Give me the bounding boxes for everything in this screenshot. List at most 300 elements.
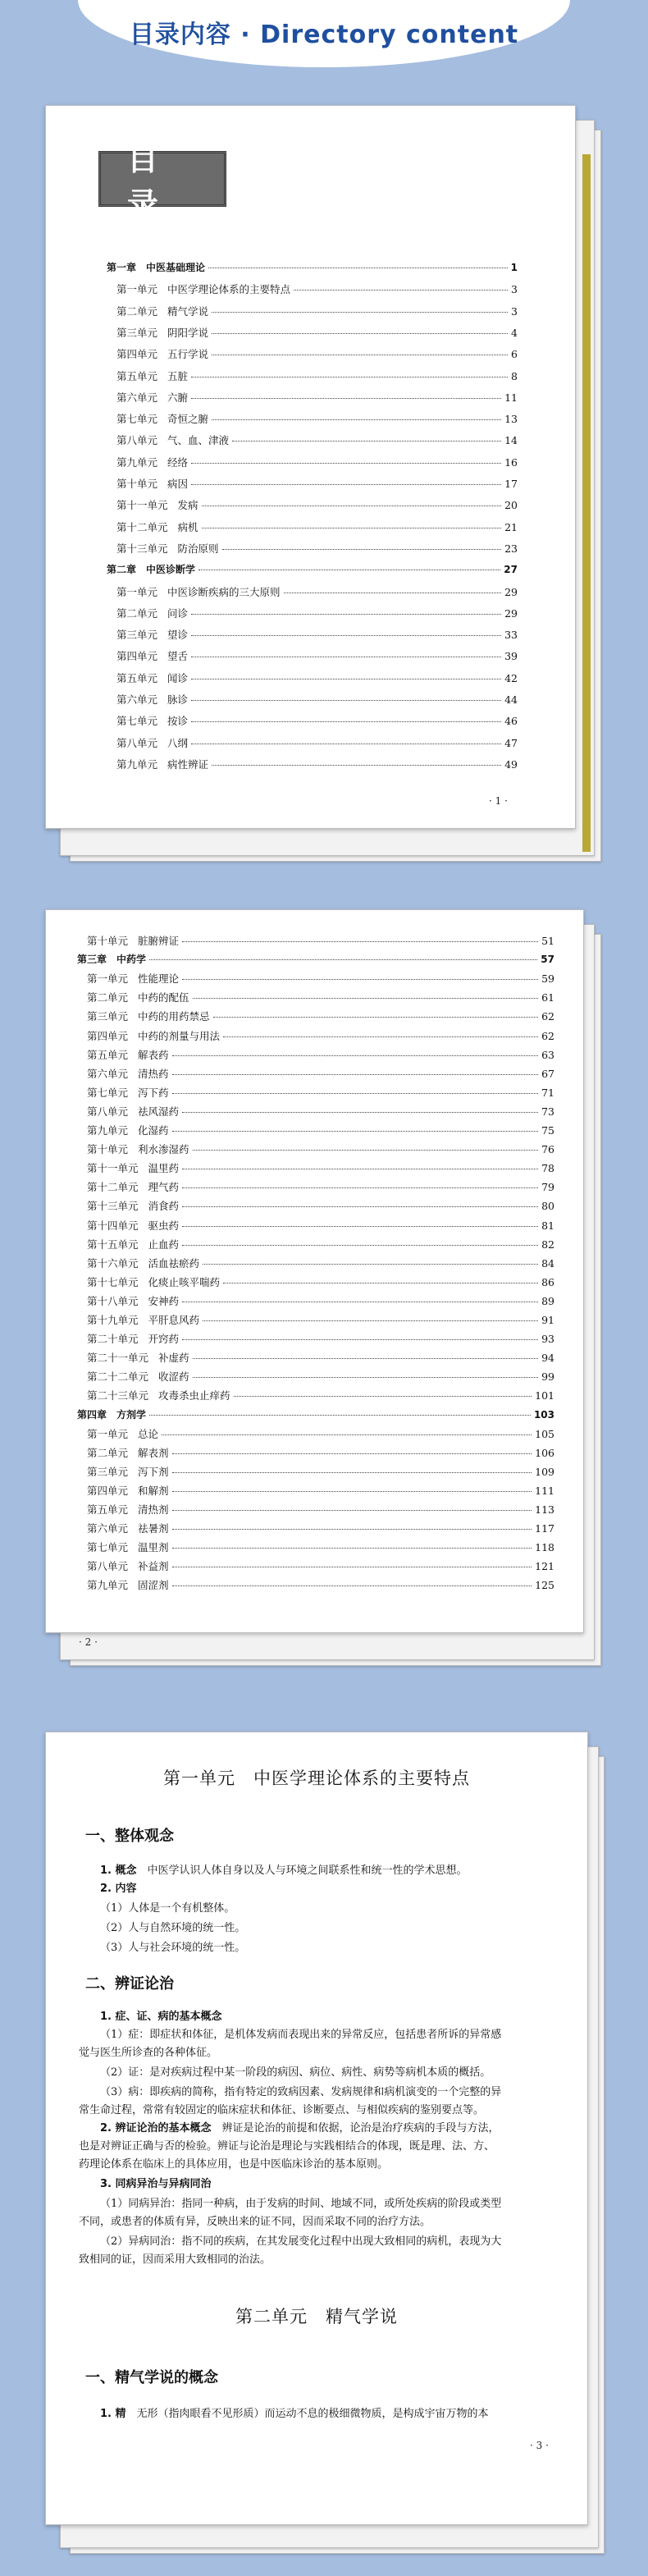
toc-entry-page: 57 [541, 954, 554, 966]
dot-leader [182, 1187, 538, 1188]
toc-entry-page: 17 [504, 478, 518, 490]
paragraph-line: （2）证：是对疾病过程中某一阶段的病因、病位、病性、病势等病机本质的概括。 [100, 2066, 491, 2079]
toc-entry-page: 80 [541, 1200, 554, 1213]
page-number: · 3 · [530, 2440, 549, 2451]
dot-leader [191, 484, 501, 485]
toc-entry-title: 八纲 [167, 736, 189, 749]
toc-entry-title: 性能理论 [138, 972, 180, 986]
toc-entry-row [116, 455, 518, 469]
toc-entry-title: 中药学 [116, 954, 147, 966]
toc-entry-number: 第十八单元 [87, 1294, 139, 1307]
dot-leader [172, 1131, 539, 1132]
toc-entry-title: 中医学理论体系的主要特点 [167, 283, 291, 296]
toc-entry-number: 第十二单元 [87, 1181, 139, 1194]
toc-entry-title: 望诊 [167, 629, 189, 642]
toc-entry-number: 第四单元 [116, 348, 158, 361]
toc-entry-number: 第三单元 [116, 629, 158, 642]
dot-leader [149, 1415, 531, 1416]
toc-entry-number: 第八单元 [87, 1560, 129, 1573]
dot-leader [162, 1434, 532, 1435]
dot-leader [182, 1206, 538, 1207]
toc-entry-row [87, 1464, 554, 1479]
toc-entry-title: 补益剂 [138, 1560, 169, 1573]
toc-entry-title: 理气药 [148, 1181, 180, 1194]
toc-entry-number: 第十四单元 [87, 1219, 139, 1232]
toc-entry-title: 脏腑辨证 [138, 935, 180, 947]
toc-entry-row [116, 497, 518, 512]
toc-entry-title: 止血药 [148, 1238, 180, 1251]
toc-entry-title: 祛暑剂 [138, 1522, 169, 1535]
toc-sheet-2 [45, 909, 584, 1648]
dot-leader [191, 398, 501, 399]
toc-entry-number: 第二十单元 [87, 1333, 139, 1346]
toc-entry-page: 67 [541, 1067, 554, 1080]
dot-leader [213, 1017, 539, 1018]
toc-heading-block [98, 140, 226, 222]
dot-leader [212, 765, 501, 766]
list-item: （2）人与自然环境的统一性。 [100, 1922, 246, 1934]
toc-entry-title: 问诊 [167, 606, 189, 620]
paragraph-line: 致相同的证，因而采用大致相同的治法。 [79, 2253, 272, 2266]
toc-entry-title: 安神药 [148, 1294, 180, 1307]
toc-entry-row [116, 670, 518, 685]
toc-entry-number: 第三单元 [87, 1465, 129, 1478]
dot-leader [234, 1396, 532, 1397]
toc-entry-page: 105 [535, 1427, 554, 1440]
toc-page-2 [45, 909, 603, 1672]
toc-entry-number: 第四章 [77, 1408, 107, 1421]
toc-entry-row [87, 1066, 554, 1081]
toc-entry-page: 109 [535, 1465, 554, 1478]
toc-entry-row [87, 1218, 554, 1233]
toc-entry-number: 第二单元 [116, 304, 158, 318]
toc-entry-page: 27 [504, 564, 518, 576]
dot-leader [172, 1055, 539, 1056]
toc-entry-number: 第六单元 [116, 693, 158, 706]
toc-entry-number: 第二单元 [116, 606, 158, 620]
toc-entry-title: 按诊 [167, 715, 189, 728]
toc-entry-number: 第一章 [107, 262, 137, 273]
toc-entry-page: 86 [541, 1275, 554, 1288]
concept-text: 中医学认识人体自身以及人与环境之间联系性和统一性的学术思想。 [147, 1865, 468, 1877]
toc-entry-row [87, 933, 554, 948]
content-label: 2. 内容 [100, 1883, 137, 1895]
toc-entry-row [87, 1369, 554, 1384]
toc-entry-row [116, 757, 518, 771]
page-number: · 1 · [489, 795, 508, 807]
toc-entry-title: 经络 [167, 455, 189, 469]
dot-leader [212, 419, 501, 420]
toc-entry-title: 奇恒之腑 [167, 413, 209, 426]
toc-entry-page: 99 [541, 1370, 554, 1384]
toc-entry-page: 106 [535, 1446, 554, 1459]
toc-entry-title: 泻下剂 [138, 1465, 169, 1478]
toc-entry-row [87, 1577, 554, 1592]
dot-leader [191, 700, 501, 701]
toc-entry-page: 1 [510, 262, 518, 273]
toc-entry-row [87, 1123, 554, 1137]
toc-entry-page: 79 [541, 1181, 554, 1194]
toc-entry-page: 47 [504, 736, 518, 749]
toc-entry-number: 第四单元 [116, 650, 158, 663]
toc-entry-title: 望舌 [167, 650, 189, 663]
toc-entry-number: 第六单元 [87, 1067, 129, 1080]
toc-entry-number: 第一单元 [116, 585, 158, 598]
toc-entry-title: 解表剂 [138, 1446, 169, 1459]
toc-entry-number: 第八单元 [87, 1105, 129, 1118]
subsection-title: 2. 辨证论治的基本概念 [100, 2122, 212, 2134]
content-sheet [45, 1732, 588, 2525]
toc-entry-number: 第一单元 [116, 283, 158, 296]
toc-entry-page: 59 [541, 972, 554, 986]
toc-entry-page: 51 [541, 935, 554, 947]
toc-entry-title: 五脏 [167, 369, 189, 382]
toc-entry-number: 第十五单元 [87, 1238, 139, 1251]
toc-entry-title: 温里剂 [138, 1541, 169, 1554]
toc-entry-row [87, 1312, 554, 1327]
toc-entry-number: 第九单元 [116, 455, 158, 469]
toc-entry-row [87, 1274, 554, 1289]
toc-entry-row [116, 519, 518, 534]
section-title: 一、精气学说的概念 [85, 2369, 218, 2386]
dot-leader [182, 1112, 538, 1113]
toc-entry-number: 第七单元 [87, 1086, 129, 1099]
dot-leader [172, 1491, 532, 1492]
toc-entry-title: 闻诊 [167, 671, 189, 684]
toc-entry-number: 第十二单元 [116, 520, 168, 533]
toc-entry-title: 六腑 [167, 391, 189, 404]
toc-entry-row [116, 476, 518, 491]
toc-entry-number: 第一单元 [87, 972, 129, 986]
toc-chapter-row [77, 1407, 554, 1421]
toc-entry-number: 第一单元 [87, 1427, 129, 1440]
toc-entry-title: 中医基础理论 [146, 262, 206, 273]
toc-chapter-row [107, 562, 518, 576]
toc-entry-row [87, 1483, 554, 1498]
toc-entry-page: 3 [511, 304, 518, 318]
content-page [45, 1732, 603, 2560]
page-number: · 2 · [79, 1636, 98, 1648]
toc-entry-page: 13 [504, 413, 518, 426]
toc-entry-page: 118 [535, 1541, 554, 1554]
toc-entry-row [87, 1293, 554, 1308]
toc-entry-number: 第二十二单元 [87, 1370, 149, 1384]
dot-leader [182, 979, 538, 980]
toc-entry-page: 81 [541, 1219, 554, 1232]
dot-leader [172, 1548, 532, 1549]
dot-leader [212, 312, 508, 313]
toc-entry-page: 73 [541, 1105, 554, 1118]
toc-entry-number: 第十单元 [116, 478, 158, 490]
toc-entry-row [87, 1104, 554, 1119]
dot-leader [193, 998, 539, 999]
dot-leader [191, 614, 501, 615]
toc-entry-page: 75 [541, 1124, 554, 1137]
paragraph-line: 不同，或患者的体质有异，反映出来的证不同，因而采取不同的治疗方法。 [79, 2216, 431, 2228]
toc-entry-number: 第四单元 [87, 1029, 129, 1042]
toc-entry-title: 平肝息风药 [148, 1314, 200, 1326]
toc-entry-page: 33 [504, 629, 518, 642]
toc-entry-number: 第五单元 [116, 671, 158, 684]
dot-leader [203, 1320, 538, 1321]
toc-entry-title: 方剂学 [116, 1408, 147, 1421]
toc-entry-title: 消食药 [148, 1200, 180, 1213]
toc-entry-number: 第十单元 [87, 1143, 129, 1156]
toc-entry-page: 62 [541, 1010, 554, 1023]
toc-entry-number: 第六单元 [116, 391, 158, 404]
toc-entry-page: 46 [504, 715, 518, 728]
paragraph-line: 常生命过程，常常有较固定的临床症状和体征、诊断要点、与相似疾病的鉴别要点等。 [79, 2104, 485, 2116]
toc-entry-page: 42 [504, 671, 518, 684]
toc-entry-title: 化湿药 [138, 1124, 169, 1137]
paragraph-line: （2）异病同治：指不同的疾病，在其发展变化过程中出现大致相同的病机，表现为大 [100, 2235, 502, 2248]
toc-entry-title: 活血祛瘀药 [148, 1256, 200, 1270]
dot-leader [193, 1358, 539, 1359]
toc-entry-title: 精气学说 [167, 304, 209, 318]
toc-entry-page: 125 [535, 1579, 554, 1592]
toc-entry-title: 中药的用药禁忌 [138, 1010, 210, 1023]
toc-entry-number: 第十三单元 [116, 542, 168, 555]
toc-entry-title: 中药的配伍 [138, 991, 189, 1004]
dot-leader [222, 549, 502, 550]
toc-entry-page: 84 [541, 1256, 554, 1270]
toc-entry-number: 第八单元 [116, 434, 158, 447]
toc-entry-page: 21 [504, 520, 518, 533]
toc-entry-page: 113 [535, 1503, 554, 1516]
toc-entry-title: 泻下药 [138, 1086, 169, 1099]
toc-entry-row [87, 1256, 554, 1270]
dot-leader [191, 463, 501, 464]
toc-entry-number: 第三章 [77, 954, 107, 966]
toc-entry-row [116, 281, 518, 296]
dot-leader [203, 1264, 538, 1265]
toc-entry-number: 第十六单元 [87, 1256, 139, 1270]
toc-entry-row [87, 1502, 554, 1517]
toc-entry-title: 开窍药 [148, 1333, 180, 1346]
toc-entry-page: 91 [541, 1314, 554, 1326]
toc-entry-row [87, 1047, 554, 1062]
toc-entry-row [87, 1179, 554, 1194]
dot-leader [191, 635, 501, 636]
banner-pill [78, 0, 570, 67]
paragraph-line: （3）病：即疾病的简称，指有特定的致病因素、发病规律和病机演变的一个完整的异 [100, 2086, 502, 2098]
toc-chapter-row [107, 260, 518, 274]
toc-entry-title: 收涩药 [158, 1370, 189, 1384]
list-item: （1）人体是一个有机整体。 [100, 1902, 235, 1915]
toc-entry-title: 病机 [177, 520, 199, 533]
dot-leader [172, 1074, 539, 1075]
toc-entry-row [87, 1198, 554, 1213]
toc-entry-title: 阴阳学说 [167, 326, 209, 339]
toc-entry-page: 111 [535, 1484, 554, 1497]
toc-entry-title: 化痰止咳平喘药 [148, 1275, 221, 1288]
toc-entry-number: 第三单元 [116, 326, 158, 339]
toc-entry-page: 8 [511, 369, 518, 382]
toc-entry-number: 第六单元 [87, 1522, 129, 1535]
subsection-title: 1. 症、证、病的基本概念 [100, 2011, 222, 2023]
toc-entry-row [87, 1160, 554, 1175]
toc-sheet-1 [45, 105, 576, 829]
toc-entry-page: 103 [533, 1408, 554, 1421]
toc-entry-row [87, 1142, 554, 1156]
toc-entry-title: 祛风湿药 [138, 1105, 180, 1118]
toc-entry-row [87, 1028, 554, 1043]
toc-entry-number: 第二单元 [87, 1446, 129, 1459]
toc-entry-page: 93 [541, 1333, 554, 1346]
toc-entry-title: 清热剂 [138, 1503, 169, 1516]
toc-entry-title: 发病 [177, 499, 199, 512]
toc-entry-number: 第四单元 [87, 1484, 129, 1497]
dot-leader [182, 941, 538, 942]
toc-entry-title: 补虚药 [158, 1352, 189, 1365]
paragraph-line: 药理论体系在临床上的具体应用，也是中医临床诊治的基本原则。 [79, 2158, 389, 2171]
toc-entry-title: 病因 [167, 478, 189, 490]
toc-entry-title: 脉诊 [167, 693, 189, 706]
toc-entry-row [116, 735, 518, 750]
term-label: 1. 精 [100, 2408, 126, 2420]
toc-entry-number: 第十三单元 [87, 1200, 139, 1213]
dot-leader [182, 1226, 538, 1227]
toc-entry-number: 第七单元 [116, 715, 158, 728]
toc-entry-number: 第二十一单元 [87, 1352, 149, 1365]
toc-entry-page: 11 [504, 391, 518, 404]
dot-leader [172, 1510, 532, 1511]
toc-entry-page: 94 [541, 1352, 554, 1365]
banner-title: 目录内容 · Directory content [129, 21, 519, 49]
toc-entry-page: 101 [535, 1389, 554, 1402]
toc-entry-row [87, 1445, 554, 1460]
dot-leader [182, 1339, 538, 1340]
toc-entry-row [87, 1558, 554, 1573]
toc-entry-page: 117 [535, 1522, 554, 1535]
dot-leader [172, 1585, 532, 1586]
toc-entry-row [87, 1009, 554, 1023]
paragraph-line: （1）同病异治：指同一种病，由于发病的时间、地域不同，或所处疾病的阶段或类型 [100, 2198, 502, 2210]
toc-entry-row [87, 1521, 554, 1535]
unit-title: 第一单元 中医学理论体系的主要特点 [163, 1768, 470, 1788]
toc-entry-number: 第五单元 [87, 1503, 129, 1516]
toc-entry-title: 气、血、津液 [167, 434, 230, 447]
section-title: 一、整体观念 [85, 1828, 174, 1845]
toc-entry-title: 总论 [138, 1427, 159, 1440]
toc-entry-page: 6 [511, 348, 518, 361]
dot-leader [172, 1529, 532, 1530]
toc-entry-page: 121 [535, 1560, 554, 1573]
toc-entry-row [116, 304, 518, 318]
toc-entry-page: 29 [504, 585, 518, 598]
toc-heading: 目 录 [127, 140, 192, 222]
toc-entry-number: 第十九单元 [87, 1314, 139, 1326]
dot-leader [182, 1245, 538, 1246]
toc-entry-number: 第十一单元 [116, 499, 168, 512]
toc-entry-title: 驱虫药 [148, 1219, 180, 1232]
toc-entry-number: 第二单元 [87, 991, 129, 1004]
toc-entry-title: 中药的剂量与用法 [138, 1029, 221, 1042]
toc-entry-page: 39 [504, 650, 518, 663]
toc-entry-page: 44 [504, 693, 518, 706]
toc-entry-row [116, 346, 518, 361]
toc-entry-number: 第三单元 [87, 1010, 129, 1023]
toc-entry-page: 82 [541, 1238, 554, 1251]
toc-entry-page: 78 [541, 1162, 554, 1175]
toc-entry-page: 71 [541, 1086, 554, 1099]
toc-entry-row [87, 1350, 554, 1365]
dot-leader [149, 959, 537, 960]
toc-entry-row [116, 432, 518, 447]
toc-entry-number: 第五单元 [116, 369, 158, 382]
toc-entry-title: 解表药 [138, 1048, 169, 1061]
toc-entry-title: 温里药 [148, 1162, 180, 1175]
toc-entry-number: 第二十三单元 [87, 1389, 149, 1402]
toc-entry-number: 第十七单元 [87, 1275, 139, 1288]
toc-entry-title: 和解剂 [138, 1484, 169, 1497]
toc-entry-row [116, 648, 518, 663]
unit-title: 第二单元 精气学说 [235, 2307, 398, 2327]
toc-entry-number: 第七单元 [116, 413, 158, 426]
toc-entry-page: 89 [541, 1294, 554, 1307]
dot-leader [223, 1036, 538, 1037]
toc-entry-row [116, 325, 518, 340]
toc-entry-row [87, 1426, 554, 1441]
toc-entry-page: 76 [541, 1143, 554, 1156]
toc-entry-title: 防治原则 [177, 542, 219, 555]
toc-entry-row [87, 1540, 554, 1554]
toc-entry-row [116, 584, 518, 599]
toc-entry-row [87, 1331, 554, 1346]
dot-leader [232, 441, 501, 442]
toc-entry-row [87, 1388, 554, 1402]
toc-entry-row [87, 971, 554, 986]
paragraph-line: 觉与医生所诊查的各种体征。 [79, 2047, 218, 2059]
paragraph-line: （1）症：即症状和体征，是机体发病而表现出来的异常反应，包括患者所诉的异常感 [100, 2029, 502, 2041]
toc-entry-number: 第十一单元 [87, 1162, 139, 1175]
toc-entry-title: 中医诊断学 [146, 564, 196, 576]
dot-leader [191, 721, 501, 722]
paragraph-line: 无形（指肉眼看不见形质）而运动不息的极细微物质，是构成宇宙万物的本 [136, 2408, 489, 2420]
dot-leader [172, 1472, 532, 1473]
toc-entry-number: 第十单元 [87, 935, 129, 947]
toc-entry-page: 63 [541, 1048, 554, 1061]
toc-entry-row [87, 1085, 554, 1100]
toc-entry-page: 49 [504, 757, 518, 771]
toc-entry-title: 五行学说 [167, 348, 209, 361]
toc-entry-title: 病性辨证 [167, 757, 209, 771]
paragraph-line: 辨证是论治的前提和依据，论治是治疗疾病的手段与方法， [221, 2122, 500, 2134]
toc-chapter-row [77, 952, 554, 966]
toc-entry-row [87, 990, 554, 1004]
section-title: 二、辨证论治 [85, 1975, 174, 1993]
dot-leader [172, 1453, 532, 1454]
toc-entry-number: 第九单元 [87, 1579, 129, 1592]
toc-entry-row [116, 692, 518, 707]
toc-entry-page: 3 [511, 283, 518, 296]
toc-entry-page: 29 [504, 606, 518, 620]
toc-entry-row [116, 390, 518, 405]
toc-entry-number: 第九单元 [116, 757, 158, 771]
toc-entry-page: 14 [504, 434, 518, 447]
toc-page-1 [45, 105, 603, 868]
toc-entry-row [116, 713, 518, 728]
toc-entry-row [116, 541, 518, 556]
paragraph-line: 也是对辨证正确与否的检验。辨证与论治是理论与实践相结合的体现，既是理、法、方、 [79, 2140, 495, 2153]
toc-entry-row [116, 627, 518, 642]
dot-leader [294, 290, 508, 291]
toc-entry-page: 23 [504, 542, 518, 555]
subsection-title: 3. 同病异治与异病同治 [100, 2178, 212, 2190]
toc-entry-number: 第五单元 [87, 1048, 129, 1061]
toc-entry-page: 4 [511, 326, 518, 339]
toc-entry-title: 中医诊断疾病的三大原则 [167, 585, 281, 598]
